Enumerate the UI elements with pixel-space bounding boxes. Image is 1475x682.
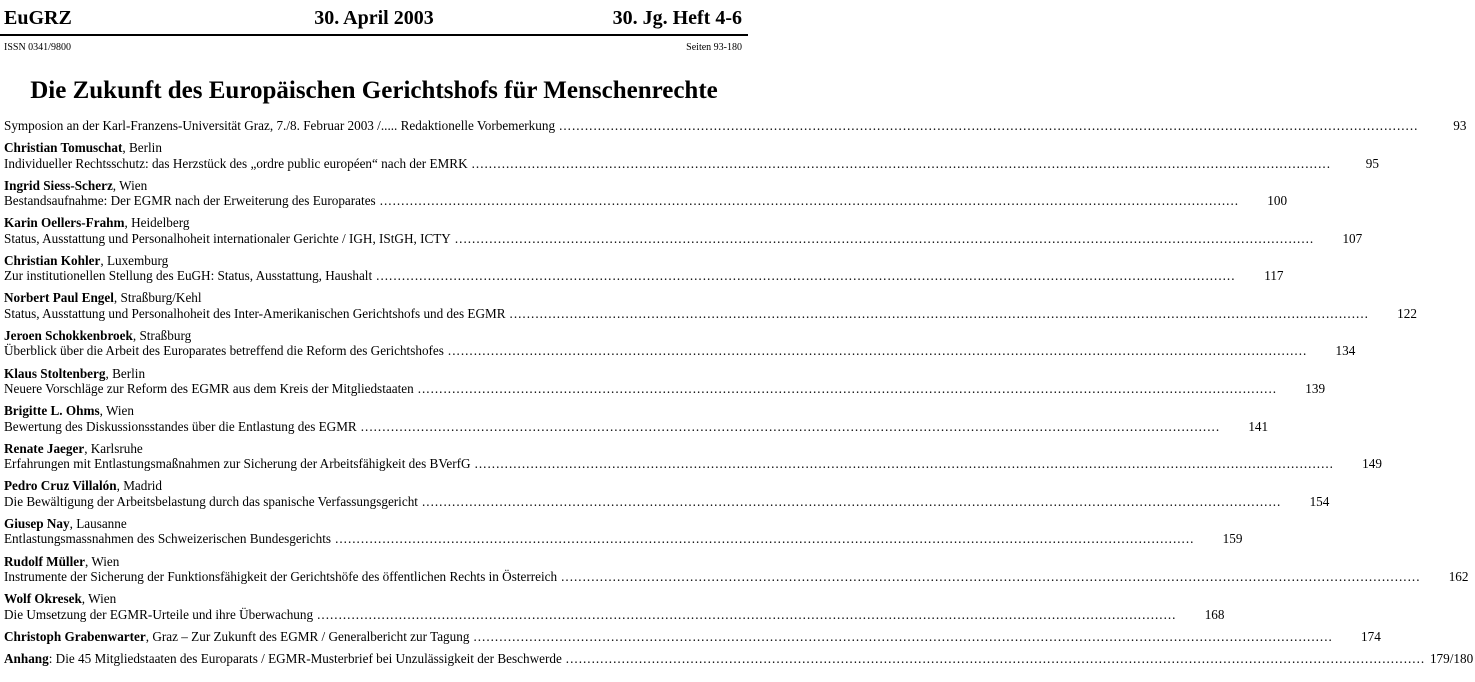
author-name: Christoph Grabenwarter bbox=[4, 628, 146, 644]
page-header bbox=[0, 0, 748, 30]
page-number: 95 bbox=[1365, 155, 1379, 171]
appendix-text: : Die 45 Mitgliedstaaten des Europarats / EGMR-Musterbrief bei Unzulässigkeit der Beschwerde bbox=[48, 650, 562, 666]
page-number: 168 bbox=[1204, 606, 1225, 622]
author-name: Karin Oellers-Frahm bbox=[4, 215, 125, 231]
page-number: 159 bbox=[1222, 531, 1243, 547]
page-number: 162 bbox=[1448, 569, 1469, 585]
article-title: Status, Ausstattung und Personalhoheit internationaler Gerichte / IGH, IStGH, ICTY bbox=[4, 230, 451, 246]
author-place: , Heidelberg bbox=[124, 215, 190, 231]
toc-intro bbox=[4, 118, 1467, 140]
article-title: Status, Ausstattung und Personalhoheit des Inter-Amerikanischen Gerichtshofs und des EGMR bbox=[4, 305, 506, 321]
page-number: 179/180 bbox=[1429, 650, 1474, 666]
article-title: Bewertung des Diskussionsstandes über die Entlastung des EGMR bbox=[4, 418, 357, 434]
leader-dots: ........................................................................................................................................................................................................ bbox=[561, 569, 1421, 585]
leader-dots: ........................................................................................................................................................................................................ bbox=[565, 650, 1426, 666]
author-place: , Lausanne bbox=[69, 515, 127, 531]
article-title: Zur institutionellen Stellung des EuGH: Status, Ausstattung, Haushalt bbox=[4, 268, 373, 284]
toc-entry bbox=[4, 252, 1284, 291]
leader-dots: ........................................................................................................................................................................................................ bbox=[317, 606, 1177, 622]
article-title: Bestandsaufnahme: Der EGMR nach der Erweiterung des Europarates bbox=[4, 193, 376, 209]
author-name: Klaus Stoltenberg bbox=[4, 365, 106, 381]
page-range: Seiten 93-180 bbox=[686, 42, 742, 53]
article-title: , Graz – Zur Zukunft des EGMR / Generalbericht zur Tagung bbox=[145, 628, 470, 644]
author-name: Pedro Cruz Villalón bbox=[4, 478, 117, 494]
page-number: 141 bbox=[1248, 418, 1269, 434]
leader-dots: ........................................................................................................................................................................................................ bbox=[559, 118, 1419, 133]
leader-dots: ........................................................................................................................................................................................................ bbox=[376, 268, 1236, 284]
author-name: Jeroen Schokkenbroek bbox=[4, 327, 133, 343]
issn: ISSN 0341/9800 bbox=[4, 42, 71, 53]
article-title: Entlastungsmassnahmen des Schweizerischen Bundesgerichts bbox=[4, 531, 332, 547]
toc-entry bbox=[4, 478, 1330, 516]
author-place: , Wien bbox=[99, 403, 134, 419]
page-number: 117 bbox=[1264, 268, 1284, 284]
toc-entry bbox=[4, 553, 1469, 592]
leader-dots: ........................................................................................................................................................................................................ bbox=[474, 456, 1334, 472]
article-title: Instrumente der Sicherung der Funktionsfähigkeit der Gerichtshöfe des öffentlichen Rechts in Österreich bbox=[4, 569, 558, 585]
article-title: Überblick über die Arbeit des Europarates betreffend die Reform des Gerichtshofes bbox=[4, 343, 444, 359]
page-number: 154 bbox=[1309, 493, 1330, 509]
author-name: Renate Jaeger bbox=[4, 440, 85, 456]
author-name: Wolf Okresek bbox=[4, 591, 82, 607]
page-title: Die Zukunft des Europäischen Gerichtshofs für Menschenrechte bbox=[30, 77, 718, 104]
article-title: Erfahrungen mit Entlastungsmaßnahmen zur Sicherung der Arbeitsfähigkeit des BVerfG bbox=[4, 456, 471, 472]
author-place: , Straßburg bbox=[132, 327, 192, 343]
page-number: 174 bbox=[1361, 628, 1381, 644]
journal-name: EuGRZ bbox=[4, 7, 72, 29]
leader-dots: ........................................................................................................................................................................................................ bbox=[335, 531, 1195, 547]
toc-entry bbox=[4, 290, 1417, 328]
leader-dots: ........................................................................................................................................................................................................ bbox=[454, 230, 1315, 246]
author-place: , Berlin bbox=[122, 140, 162, 155]
issue-number: 30. Jg. Heft 4-6 bbox=[612, 7, 742, 29]
article-title: Neuere Vorschläge zur Reform des EGMR aus dem Kreis der Mitgliedstaaten bbox=[4, 381, 414, 397]
toc-entry bbox=[4, 177, 1288, 216]
author-name: Rudolf Müller bbox=[4, 553, 85, 569]
toc-entry bbox=[4, 440, 1382, 479]
author-place: , Madrid bbox=[116, 478, 163, 494]
author-place: , Wien bbox=[81, 591, 117, 607]
appendix-label: Anhang bbox=[4, 650, 49, 666]
page-number: 93 bbox=[1453, 118, 1467, 133]
table-of-contents bbox=[4, 118, 1474, 673]
author-name: Ingrid Siess-Scherz bbox=[4, 177, 113, 193]
article-title: Die Bewältigung der Arbeitsbelastung durch das spanische Verfassungsgericht bbox=[4, 493, 418, 509]
toc-entry bbox=[4, 403, 1269, 441]
toc-entry bbox=[4, 215, 1363, 253]
toc-entry bbox=[4, 327, 1356, 366]
author-place: , Karlsruhe bbox=[84, 440, 143, 456]
author-place: , Luxemburg bbox=[100, 252, 169, 268]
article-title: Die Umsetzung der EGMR-Urteile und ihre Überwachung bbox=[4, 606, 314, 622]
author-name: Norbert Paul Engel bbox=[4, 290, 114, 306]
leader-dots: ........................................................................................................................................................................................................ bbox=[360, 418, 1221, 434]
toc-entry bbox=[4, 591, 1225, 629]
page-number: 107 bbox=[1342, 230, 1363, 246]
author-name: Giusep Nay bbox=[4, 515, 70, 531]
toc-entry bbox=[4, 515, 1243, 554]
toc-entry bbox=[4, 365, 1326, 404]
author-place: , Wien bbox=[84, 553, 120, 569]
leader-dots: ........................................................................................................................................................................................................ bbox=[447, 343, 1308, 359]
leader-dots: ........................................................................................................................................................................................................ bbox=[471, 155, 1331, 171]
page-number: 134 bbox=[1335, 343, 1356, 359]
leader-dots: ........................................................................................................................................................................................................ bbox=[421, 493, 1282, 509]
leader-dots: ........................................................................................................................................................................................................ bbox=[379, 193, 1240, 209]
leader-dots: ........................................................................................................................................................................................................ bbox=[417, 381, 1278, 397]
author-name: Christian Kohler bbox=[4, 252, 101, 268]
intro-text: Symposion an der Karl-Franzens-Universität Graz, 7./8. Februar 2003 /..... Redaktionelle Vorbemerkung bbox=[4, 118, 556, 133]
page-number: 139 bbox=[1305, 381, 1326, 397]
issue-date: 30. April 2003 bbox=[314, 7, 434, 29]
author-place: , Straßburg/Kehl bbox=[113, 290, 202, 306]
toc-appendix bbox=[4, 650, 1474, 673]
article-title: Individueller Rechtsschutz: das Herzstück des „ordre public européen“ nach der EMRK bbox=[4, 155, 468, 171]
toc-general-report bbox=[4, 628, 1381, 651]
page-number: 149 bbox=[1362, 456, 1382, 472]
author-place: , Berlin bbox=[105, 365, 146, 381]
page-number: 122 bbox=[1397, 305, 1417, 321]
toc-entry bbox=[4, 140, 1379, 178]
leader-dots: ........................................................................................................................................................................................................ bbox=[473, 628, 1333, 644]
author-name: Christian Tomuschat bbox=[4, 140, 123, 155]
page-number: 100 bbox=[1267, 193, 1288, 209]
author-place: , Wien bbox=[112, 177, 148, 193]
leader-dots: ........................................................................................................................................................................................................ bbox=[509, 305, 1369, 321]
author-name: Brigitte L. Ohms bbox=[4, 403, 100, 419]
header-rule bbox=[0, 34, 748, 36]
